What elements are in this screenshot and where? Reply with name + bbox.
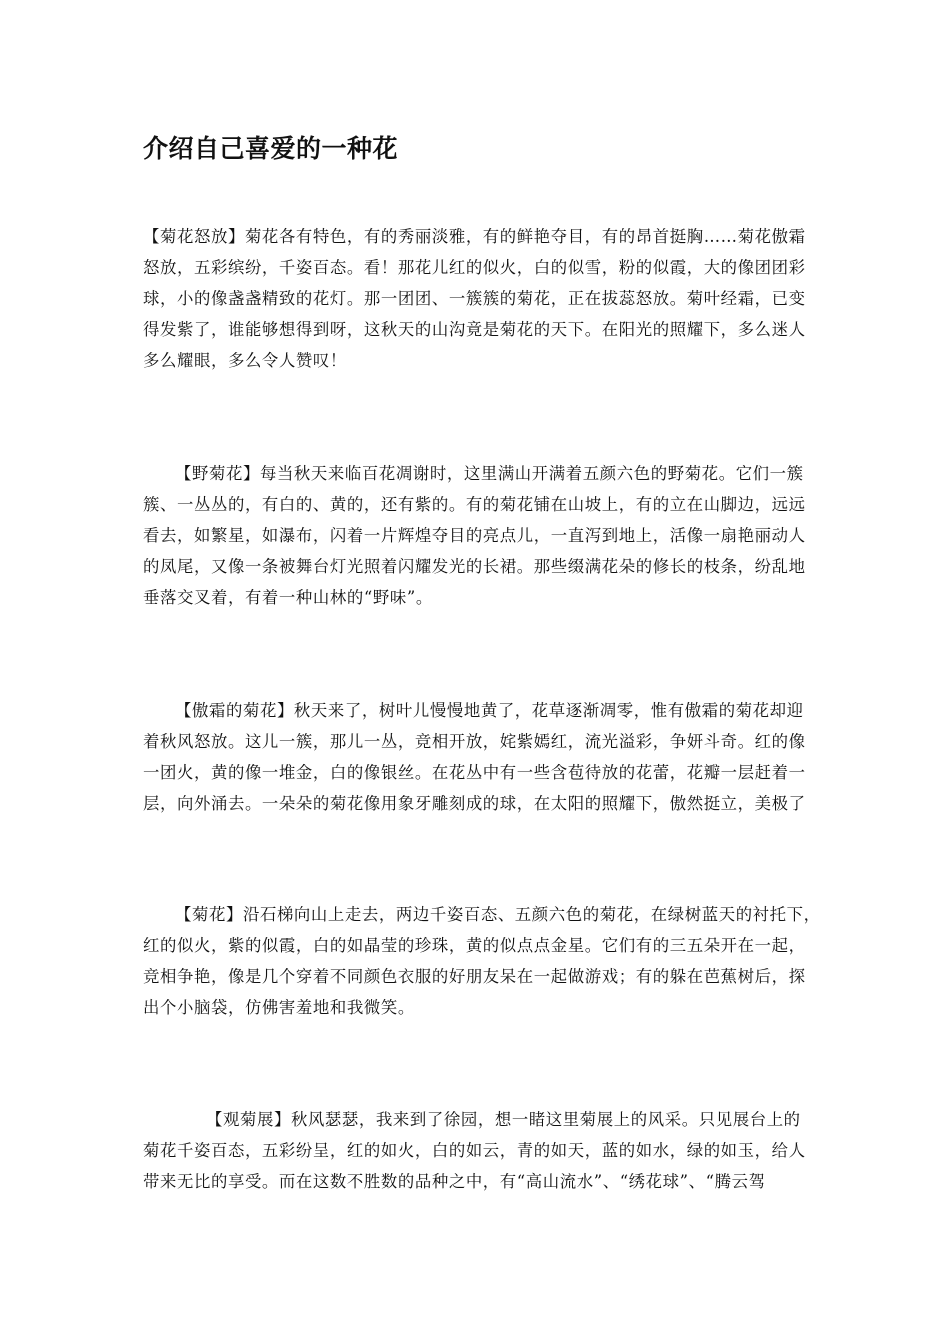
paragraph-line: 竞相争艳，像是几个穿着不同颜色衣服的好朋友呆在一起做游戏；有的躲在芭蕉树后，探 [143, 967, 806, 986]
paragraph-line: 一团火，黄的像一堆金，白的像银丝。在花丛中有一些含苞待放的花蕾，花瓣一层赶着一 [143, 763, 806, 782]
paragraph-line: 球，小的像盏盏精致的花灯。那一团团、一簇簇的菊花，正在拔蕊怒放。菊叶经霜，已变 [143, 289, 806, 308]
paragraph-line: 【菊花】沿石梯向山上走去，两边千姿百态、五颜六色的菊花，在绿树蓝天的衬托下， [175, 905, 821, 924]
paragraph-line: 的凤尾，又像一条被舞台灯光照着闪耀发光的长裙。那些缀满花朵的修长的枝条，纷乱地 [143, 557, 806, 576]
paragraph-line: 带来无比的享受。而在这数不胜数的品种之中，有“高山流水”、“绣花球”、“腾云驾 [143, 1172, 766, 1191]
paragraph-line: 【傲霜的菊花】秋天来了，树叶儿慢慢地黄了，花草逐渐凋零，惟有傲霜的菊花却迎 [175, 701, 804, 720]
paragraph-chrysanthemum-show [143, 1104, 819, 1197]
paragraph-wild-chrysanthemum [143, 458, 819, 613]
paragraph-line: 看去，如繁星，如瀑布，闪着一片辉煌夺目的亮点儿，一直泻到地上，活像一扇艳丽动人 [143, 526, 806, 545]
paragraph-line: 着秋风怒放。这儿一簇，那儿一丛，竞相开放，姹紫嫣红，流光溢彩，争妍斗奇。红的像 [143, 732, 806, 751]
paragraph-line: 层，向外涌去。一朵朵的菊花像用象牙雕刻成的球，在太阳的照耀下，傲然挺立，美极了 [143, 794, 806, 813]
paragraph-line: 【观菊展】秋风瑟瑟，我来到了徐园，想一睹这里菊展上的风采。只见展台上的 [206, 1110, 801, 1129]
paragraph-line: 怒放，五彩缤纷，千姿百态。看！那花儿红的似火，白的似雪，粉的似霞，大的像团团彩 [143, 258, 806, 277]
paragraph-chrysanthemum [143, 899, 819, 1023]
document-title: 介绍自己喜爱的一种花 [143, 134, 399, 163]
paragraph-line: 多么耀眼，多么令人赞叹！ [143, 351, 347, 370]
paragraph-line: 红的似火，紫的似霞，白的如晶莹的珍珠，黄的似点点金星。它们有的三五朵开在一起， [143, 936, 806, 955]
paragraph-line: 簇、一丛丛的，有白的、黄的，还有紫的。有的菊花铺在山坡上，有的立在山脚边，远远 [143, 495, 806, 514]
paragraph-line: 垂落交叉着，有着一种山林的“野味”。 [143, 588, 433, 607]
paragraph-chrysanthemum-bloom [143, 221, 819, 376]
paragraph-line: 【菊花怒放】菊花各有特色，有的秀丽淡雅，有的鲜艳夺目，有的昂首挺胸……菊花傲霜 [143, 227, 806, 246]
paragraph-line: 出个小脑袋，仿佛害羞地和我微笑。 [143, 998, 415, 1017]
paragraph-line: 得发紫了，谁能够想得到呀，这秋天的山沟竟是菊花的天下。在阳光的照耀下，多么迷人 [143, 320, 806, 339]
paragraph-line: 菊花千姿百态，五彩纷呈，红的如火，白的如云，青的如天，蓝的如水，绿的如玉，给人 [143, 1141, 806, 1160]
paragraph-line: 【野菊花】每当秋天来临百花凋谢时，这里满山开满着五颜六色的野菊花。它们一簇 [175, 464, 804, 483]
paragraph-frost-chrysanthemum [143, 695, 819, 819]
